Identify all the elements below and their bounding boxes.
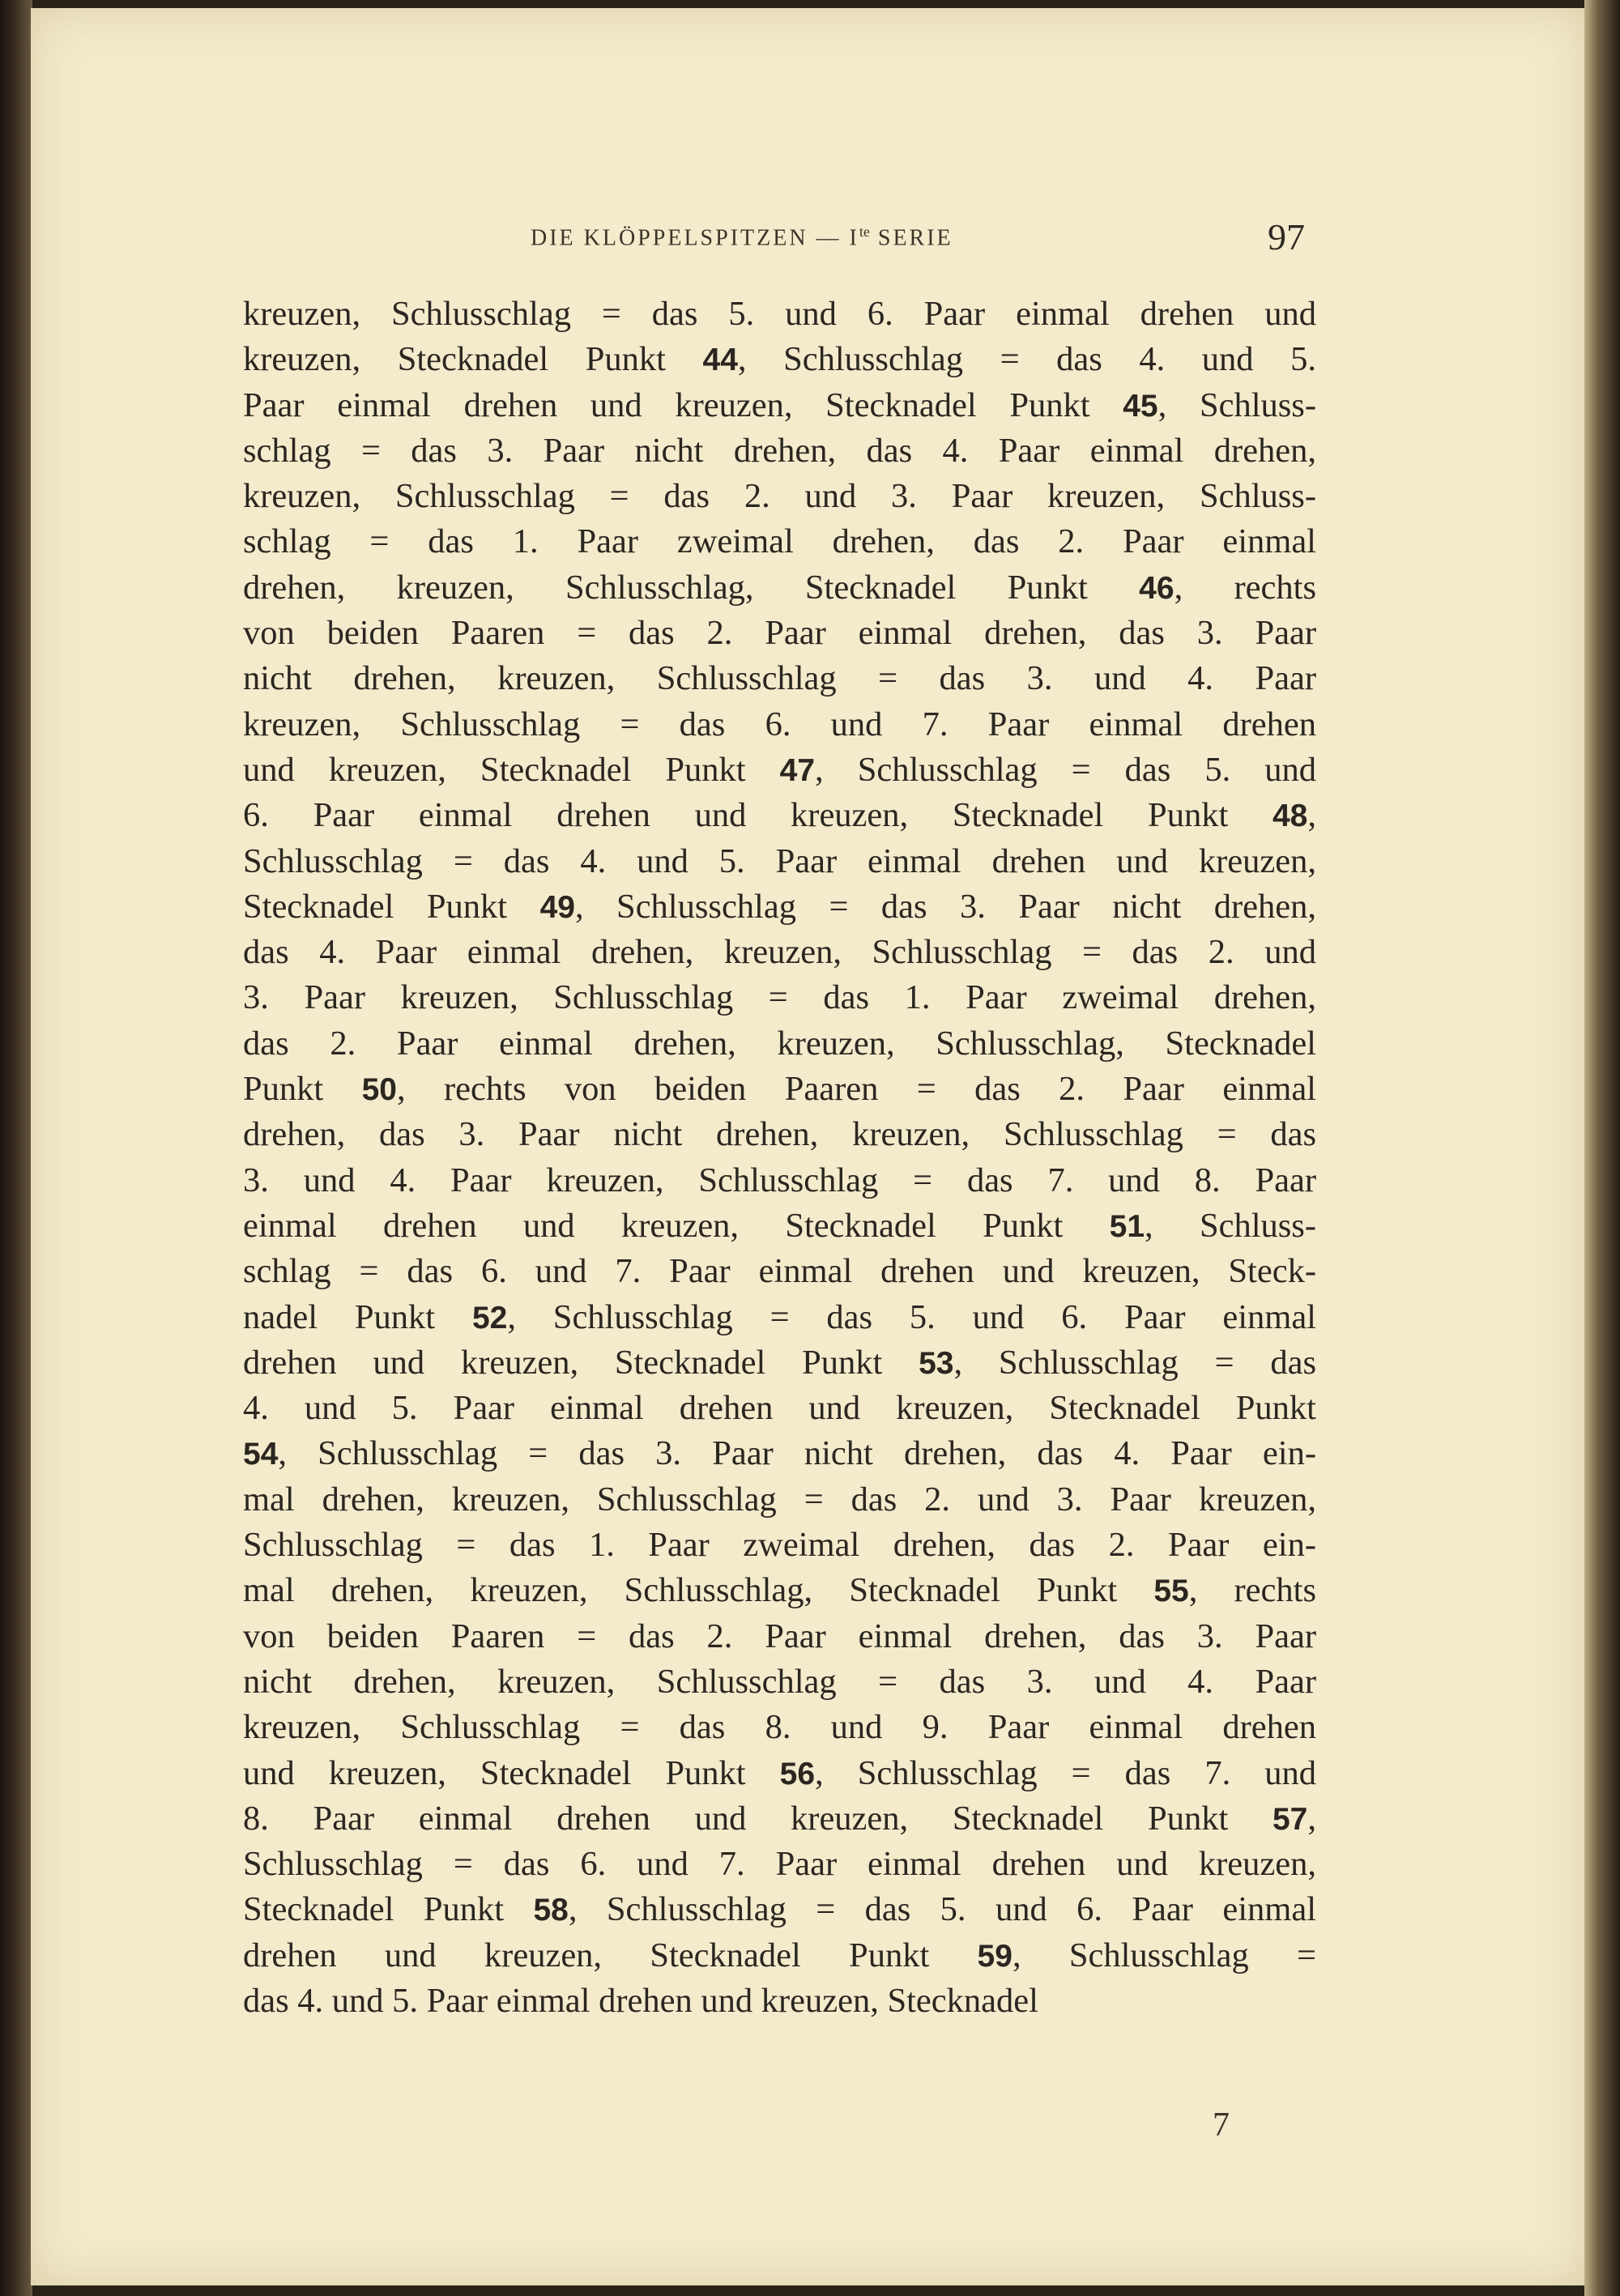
- text-segment: mal drehen, kreuzen, Schlusschlag, Stecknadel Punkt: [243, 1571, 1154, 1610]
- text-segment: nicht drehen, kreuzen, Schlusschlag = das 3. und 4. Paar: [243, 659, 1316, 698]
- text-segment: das 2. Paar einmal drehen, kreuzen, Schlusschlag, Stecknadel: [243, 1024, 1316, 1063]
- pin-point-number: 55: [1153, 1574, 1189, 1609]
- text-line: [243, 1021, 1316, 1067]
- text-line: [243, 565, 1316, 611]
- text-line: [243, 1386, 1316, 1431]
- text-segment: Punkt: [243, 1070, 362, 1109]
- text-segment: nadel Punkt: [243, 1297, 472, 1336]
- text-segment: kreuzen, Schlusschlag = das 2. und 3. Paar kreuzen, Schluss-: [243, 477, 1316, 516]
- text-segment: , Schlusschlag = das: [953, 1343, 1316, 1382]
- pin-point-number: 45: [1123, 388, 1158, 424]
- text-line: [243, 292, 1316, 337]
- text-segment: drehen, kreuzen, Schlusschlag, Stecknadel Punkt: [243, 568, 1140, 607]
- text-segment: , rechts von beiden Paaren = das 2. Paar einmal: [396, 1070, 1316, 1109]
- pin-point-number: 59: [977, 1938, 1013, 1974]
- text-segment: mal drehen, kreuzen, Schlusschlag = das 2. und 3. Paar kreuzen,: [243, 1480, 1316, 1519]
- text-segment: , Schlusschlag =: [1012, 1936, 1316, 1974]
- text-segment: drehen und kreuzen, Stecknadel Punkt: [243, 1936, 978, 1974]
- text-segment: , Schluss-: [1145, 1206, 1316, 1245]
- pin-point-number: 52: [471, 1300, 508, 1335]
- text-line: [243, 1249, 1316, 1294]
- text-line: [243, 428, 1316, 474]
- text-segment: schlag = das 3. Paar nicht drehen, das 4. Paar einmal drehen,: [243, 431, 1316, 470]
- pin-point-number: 54: [243, 1437, 279, 1472]
- text-line: [243, 1659, 1316, 1705]
- pin-point-number: 51: [1109, 1208, 1145, 1244]
- text-segment: , Schlusschlag = das 4. und 5.: [737, 340, 1316, 379]
- page-number: 97: [1268, 216, 1305, 258]
- text-segment: drehen, das 3. Paar nicht drehen, kreuzen, Schlusschlag = das: [243, 1115, 1316, 1154]
- text-segment: schlag = das 1. Paar zweimal drehen, das 2. Paar einmal: [243, 522, 1316, 561]
- text-line: [243, 1295, 1316, 1340]
- pin-point-number: 57: [1272, 1801, 1308, 1837]
- book-spine: [0, 0, 32, 2296]
- text-line: [243, 793, 1316, 838]
- text-segment: , Schlusschlag = das 5. und 6. Paar einmal: [507, 1297, 1316, 1336]
- pin-point-number: 48: [1272, 799, 1308, 834]
- text-segment: Paar einmal drehen und kreuzen, Stecknadel Punkt: [243, 386, 1123, 424]
- text-segment: kreuzen, Stecknadel Punkt: [243, 340, 703, 379]
- text-segment: und kreuzen, Stecknadel Punkt: [243, 1753, 780, 1792]
- text-segment: das 4. Paar einmal drehen, kreuzen, Schlusschlag = das 2. und: [243, 933, 1316, 972]
- text-line: [243, 884, 1316, 930]
- text-segment: schlag = das 6. und 7. Paar einmal drehen und kreuzen, Steck-: [243, 1252, 1316, 1291]
- text-line: [243, 1340, 1316, 1386]
- text-segment: , rechts: [1174, 568, 1316, 607]
- text-line: [243, 1979, 1316, 2024]
- text-line: [243, 1203, 1316, 1249]
- text-segment: , Schlusschlag = das 5. und: [815, 750, 1316, 789]
- pin-point-number: 49: [539, 889, 575, 925]
- text-line: [243, 1158, 1316, 1203]
- text-segment: einmal drehen und kreuzen, Stecknadel Punkt: [243, 1206, 1110, 1245]
- text-line: [243, 1705, 1316, 1750]
- text-segment: , Schlusschlag = das 7. und: [815, 1753, 1316, 1792]
- text-line: [243, 1568, 1316, 1613]
- text-line: [243, 975, 1316, 1020]
- text-segment: , rechts: [1188, 1571, 1316, 1610]
- text-segment: 3. Paar kreuzen, Schlusschlag = das 1. Paar zweimal drehen,: [243, 978, 1316, 1017]
- text-line: [243, 1477, 1316, 1523]
- pin-point-number: 56: [779, 1756, 816, 1791]
- body-text: [243, 292, 1316, 2024]
- text-line: [243, 1431, 1316, 1476]
- pin-point-number: 47: [779, 752, 816, 788]
- text-segment: ,: [1307, 1799, 1316, 1838]
- text-segment: von beiden Paaren = das 2. Paar einmal drehen, das 3. Paar: [243, 1617, 1316, 1655]
- text-segment: und kreuzen, Stecknadel Punkt: [243, 750, 780, 789]
- pin-point-number: 46: [1139, 570, 1174, 606]
- text-segment: , Schlusschlag = das 3. Paar nicht drehen, das 4. Paar ein-: [278, 1434, 1316, 1473]
- pin-point-number: 58: [533, 1893, 569, 1928]
- text-segment: kreuzen, Schlusschlag = das 6. und 7. Paar einmal drehen: [243, 705, 1316, 743]
- text-segment: drehen und kreuzen, Stecknadel Punkt: [243, 1343, 919, 1382]
- text-line: [243, 1842, 1316, 1887]
- text-line: [243, 1067, 1316, 1112]
- text-line: [243, 383, 1316, 428]
- text-line: [243, 1523, 1316, 1568]
- text-segment: ,: [1307, 796, 1316, 835]
- text-line: [243, 1887, 1316, 1932]
- text-segment: Schlusschlag = das 6. und 7. Paar einmal drehen und kreuzen,: [243, 1845, 1316, 1884]
- text-segment: 6. Paar einmal drehen und kreuzen, Stecknadel Punkt: [243, 796, 1273, 835]
- pin-point-number: 53: [919, 1345, 954, 1381]
- text-line: [243, 337, 1316, 382]
- text-segment: das 4. und 5. Paar einmal drehen und kreuzen, Stecknadel: [243, 1981, 1038, 2020]
- text-segment: Schlusschlag = das 1. Paar zweimal drehen, das 2. Paar ein-: [243, 1526, 1316, 1565]
- text-segment: , Schluss-: [1157, 386, 1316, 424]
- text-segment: 4. und 5. Paar einmal drehen und kreuzen, Stecknadel Punkt: [243, 1389, 1316, 1428]
- text-segment: 3. und 4. Paar kreuzen, Schlusschlag = das 7. und 8. Paar: [243, 1161, 1316, 1199]
- text-line: [243, 1933, 1316, 1979]
- text-segment: Schlusschlag = das 4. und 5. Paar einmal drehen und kreuzen,: [243, 841, 1316, 880]
- text-line: [243, 930, 1316, 975]
- text-line: [243, 611, 1316, 656]
- text-line: [243, 1796, 1316, 1842]
- pin-point-number: 44: [702, 343, 738, 378]
- text-segment: , Schlusschlag = das 3. Paar nicht drehen,: [574, 887, 1316, 926]
- running-head: DIE KLÖPPELSPITZEN — $I^{te}$ SERIE: [531, 224, 953, 251]
- text-segment: Stecknadel Punkt: [243, 1890, 534, 1929]
- text-segment: nicht drehen, kreuzen, Schlusschlag = das 3. und 4. Paar: [243, 1662, 1316, 1701]
- text-segment: Stecknadel Punkt: [243, 887, 540, 926]
- text-line: [243, 519, 1316, 564]
- text-line: [243, 839, 1316, 884]
- text-line: [243, 1751, 1316, 1796]
- text-line: [243, 656, 1316, 701]
- signature-mark: 7: [1213, 2106, 1230, 2144]
- text-segment: 8. Paar einmal drehen und kreuzen, Stecknadel Punkt: [243, 1799, 1273, 1838]
- pin-point-number: 50: [361, 1072, 397, 1108]
- text-segment: , Schlusschlag = das 5. und 6. Paar einmal: [568, 1890, 1316, 1929]
- text-line: [243, 748, 1316, 793]
- text-segment: kreuzen, Schlusschlag = das 5. und 6. Paar einmal drehen und: [243, 295, 1316, 333]
- text-line: [243, 702, 1316, 748]
- text-line: [243, 1614, 1316, 1659]
- page-edge: [1584, 0, 1620, 2296]
- text-segment: kreuzen, Schlusschlag = das 8. und 9. Paar einmal drehen: [243, 1708, 1316, 1747]
- text-segment: von beiden Paaren = das 2. Paar einmal drehen, das 3. Paar: [243, 614, 1316, 653]
- text-line: [243, 474, 1316, 519]
- text-line: [243, 1112, 1316, 1157]
